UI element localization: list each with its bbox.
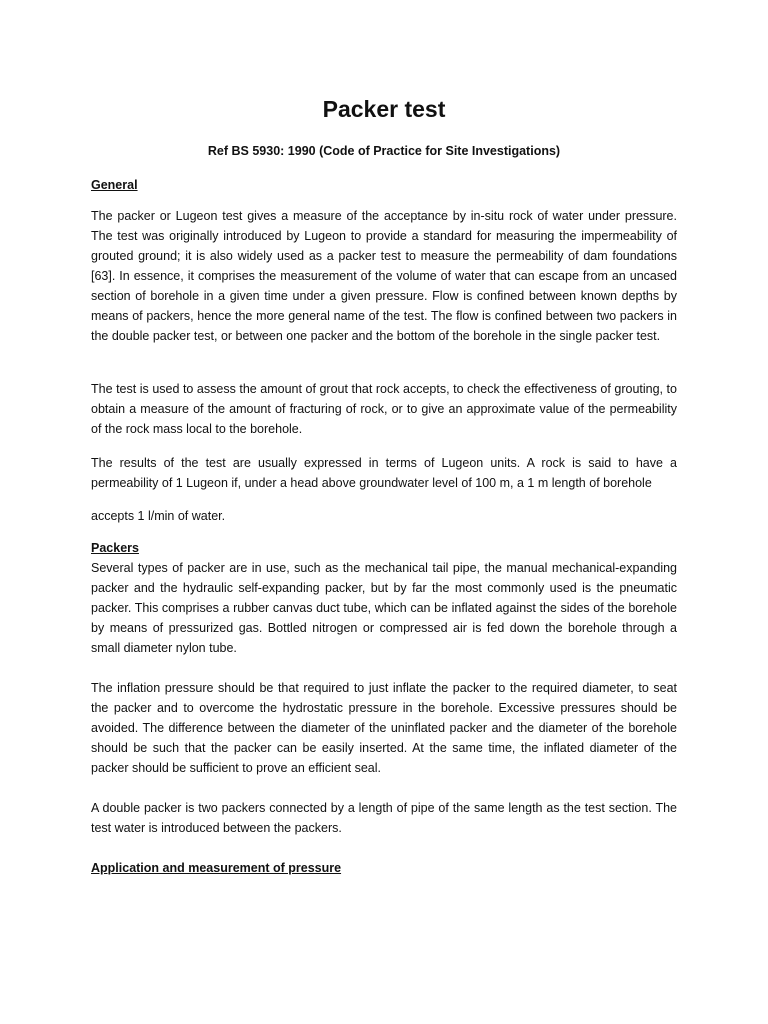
general-paragraph-3: The results of the test are usually expressed in terms of Lugeon units. A rock is said to have a permeability of 1 Lugeon if, under a head above groundwater level of 100 m, a 1 m length of borehole — [91, 456, 677, 490]
page-title: Packer test — [322, 96, 446, 122]
general-paragraph-1: The packer or Lugeon test gives a measure of the acceptance by in-situ rock of water under pressure. The test was originally introduced by Lugeon to provide a standard for measuring the impermeability of grouted ground; it is also widely used as a packer test to measure the permeability of dam foundations [63]. In essence, it comprises the measurement of the volume of water that can escape from an uncased section of borehole in a given time under a given pressure. Flow is confined between known depths by means of packers, hence the more general name of the test. The flow is confined between two packers in the double packer test, or between one packer and the bottom of the borehole in the single packer test. — [91, 209, 677, 343]
reference-subtitle: Ref BS 5930: 1990 (Code of Practice for Site Investigations) — [207, 144, 561, 158]
packers-paragraph-2: The inflation pressure should be that required to just inflate the packer to the required diameter, to seat the packer and to overcome the hydrostatic pressure in the borehole. Excessive pressures should be avoided. The difference between the diameter of the uninflated packer and the diameter of the borehole should be such that the packer can be easily inserted. At the same time, the inflated diameter of the packer should be sufficient to prove an efficient seal. — [91, 681, 677, 775]
section-heading-application: Application and measurement of pressure — [91, 861, 342, 875]
general-paragraph-2: The test is used to assess the amount of grout that rock accepts, to check the effectiveness of grouting, to obtain a measure of the amount of fracturing of rock, or to give an approximate value of the permeability of the rock mass local to the borehole. — [91, 382, 677, 436]
packers-paragraph-1: Several types of packer are in use, such as the mechanical tail pipe, the manual mechanical-expanding packer and the hydraulic self-expanding packer, but by far the most commonly used is the pneumatic packer. This comprises a rubber canvas duct tube, which can be inflated against the sides of the borehole by means of pressurized gas. Bottled nitrogen or compressed air is fed down the borehole through a small diameter nylon tube. — [91, 561, 677, 655]
general-paragraph-4: accepts 1 l/min of water. — [91, 509, 226, 523]
section-heading-general: General — [91, 178, 138, 192]
packers-paragraph-3: A double packer is two packers connected by a length of pipe of the same length as the test section. The test water is introduced between the packers. — [91, 801, 677, 835]
section-heading-packers: Packers — [91, 541, 139, 555]
